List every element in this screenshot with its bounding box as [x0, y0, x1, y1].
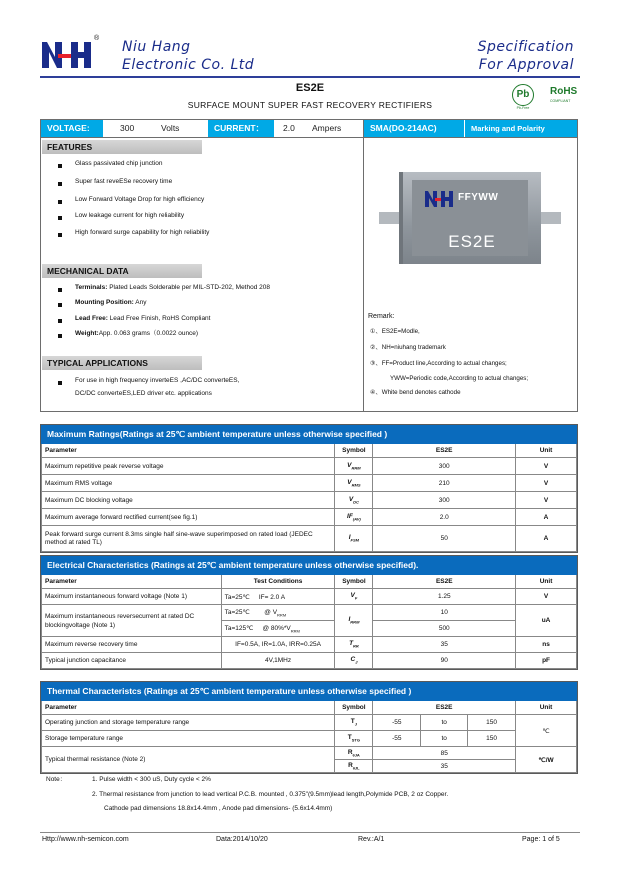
feature-item: High forward surge capability for high reliability: [75, 229, 210, 236]
value-cell: 35: [373, 637, 516, 653]
marking-polarity-label: Marking and Polarity: [465, 120, 577, 137]
column-header: Parameter: [42, 444, 335, 458]
value-min-cell: -55: [373, 715, 421, 731]
value-cell: 1.25: [373, 589, 516, 605]
symbol-cell: $V_{RRM}$: [335, 458, 373, 475]
spec-title-line1: Specification: [477, 39, 574, 55]
unit-cell: ℃/W: [516, 747, 577, 773]
package-lead-right: [541, 212, 561, 224]
bullet-icon: [58, 288, 62, 292]
table-row: [42, 715, 577, 731]
mechanical-item: [75, 314, 210, 323]
condition-cell: 4V,1MHz: [221, 653, 335, 669]
mechanical-item-label: Terminals:: [75, 284, 108, 291]
value-min-cell: -55: [373, 731, 421, 747]
column-header: ES2E: [373, 701, 516, 715]
symbol-cell: $I_{RRM}$: [335, 605, 373, 637]
parameter-cell: Maximum RMS voltage: [42, 475, 335, 492]
unit-cell: V: [516, 492, 577, 509]
note-item: 1. Pulse width < 300 uS, Duty cycle < 2%: [92, 776, 211, 783]
parameter-cell: Storage temperature range: [42, 731, 335, 747]
footer-divider: [40, 832, 580, 833]
table-row: [42, 731, 577, 747]
parameter-cell: Maximum repetitive peak reverse voltage: [42, 458, 335, 475]
table-row: [42, 475, 577, 492]
spec-title-line2: For Approval: [478, 57, 574, 73]
value-cell: 500: [373, 621, 516, 637]
company-name-line1: Niu Hang: [122, 39, 191, 55]
current-unit: Ampers: [312, 120, 360, 137]
package-lead-left: [379, 212, 399, 224]
parameter-cell: Maximum DC blocking voltage: [42, 492, 335, 509]
column-header: Unit: [516, 701, 577, 715]
mechanical-item-label: Weight:: [75, 330, 99, 337]
mechanical-item-label: Mounting Position:: [75, 299, 134, 306]
table-row: [42, 747, 577, 760]
parameter-cell: Maximum reverse recovery time: [42, 637, 222, 653]
value-cell: 300: [373, 492, 516, 509]
trademark-symbol: ®: [94, 35, 100, 42]
unit-cell: V: [516, 458, 577, 475]
column-header: ES2E: [373, 575, 516, 589]
value-cell: 90: [373, 653, 516, 669]
footer-date: Data:2014/10/20: [216, 836, 268, 843]
header-divider: [40, 76, 580, 78]
rohs-label: COMPLIANT: [550, 99, 571, 103]
footer-page: Page: 1 of 5: [522, 836, 560, 843]
remark-item: ④、White bend denotes cathode: [370, 389, 461, 396]
mechanical-item: [75, 329, 198, 338]
unit-cell: ns: [516, 637, 577, 653]
company-name: [122, 38, 254, 74]
remark-item: ②、NH=niuhang trademark: [370, 344, 446, 351]
table-row: [42, 653, 577, 669]
remark-title: Remark:: [368, 313, 395, 320]
parameter-cell: Peak forward surge current 8.3ms single half sine-wave superimposed on rated load (JEDEC method at rated TL): [42, 526, 335, 552]
condition-cell: Ta=25℃ @ $V_{RRM}$: [221, 605, 335, 621]
feature-item: Low Forward Voltage Drop for high efficiency: [75, 196, 205, 203]
package-nh-logo-icon: [424, 190, 454, 208]
parameter-cell: Maximum instantaneous reversecurrent at rated DC blockingvoltage (Note 1): [42, 605, 222, 637]
feature-item: Super fast reveESe recovery time: [75, 178, 173, 185]
feature-item: Low leakage current for high reliability: [75, 212, 185, 219]
table-row: [42, 492, 577, 509]
parameter-cell: Operating junction and storage temperature range: [42, 715, 335, 731]
value-max-cell: 150: [468, 731, 516, 747]
value-cell: 210: [373, 475, 516, 492]
value-cell: 85: [373, 747, 516, 760]
table-row: [42, 589, 577, 605]
unit-cell: pF: [516, 653, 577, 669]
condition-cell: Ta=125℃ @ $80\%*V_{RRM}$: [221, 621, 335, 637]
mechanical-item-text: App. 0.063 grams（0.0022 ounce): [98, 330, 199, 337]
symbol-cell: $T_{RR}$: [335, 637, 373, 653]
max-ratings-table: [40, 424, 578, 553]
value-cell: 10: [373, 605, 516, 621]
condition-cell: Ta=25℃ IF= 2.0 A: [221, 589, 335, 605]
unit-cell: V: [516, 589, 577, 605]
symbol-cell: $IF_{(AV)}$: [335, 509, 373, 526]
table-row: [42, 526, 577, 552]
mechanical-item: [75, 283, 270, 292]
cathode-band: [399, 172, 403, 264]
column-header: Symbol: [335, 575, 373, 589]
bullet-icon: [58, 216, 62, 220]
applications-heading: TYPICAL APPLICATIONS: [42, 356, 202, 370]
spec-title: [478, 38, 574, 74]
value-cell: 50: [373, 526, 516, 552]
voltage-label: VOLTAGE:: [41, 120, 103, 137]
unit-cell: ℃: [516, 715, 577, 747]
parameter-cell: Maximum average forward rectified current(see fig.1): [42, 509, 335, 526]
mechanical-heading: MECHANICAL DATA: [42, 264, 202, 278]
parameter-cell: Maximum instantaneous forward voltage (Note 1): [42, 589, 222, 605]
mechanical-item-text: Lead Free Finish, RoHS Compliant: [107, 315, 211, 322]
symbol-cell: $C_J$: [335, 653, 373, 669]
document-subtitle: SURFACE MOUNT SUPER FAST RECOVERY RECTIFIERS: [187, 100, 433, 110]
column-header: ES2E: [373, 444, 516, 458]
parameter-cell: Typical thermal resistance (Note 2): [42, 747, 335, 773]
applications-line1: For use in high frequency inverteES ,AC/DC converteES,: [75, 377, 240, 384]
feature-item: Glass passivated chip junction: [75, 160, 163, 167]
value-cell: 35: [373, 760, 516, 773]
symbol-cell: $T_{STG}$: [335, 731, 373, 747]
column-header: Symbol: [335, 444, 373, 458]
note-label: Note：: [46, 776, 67, 783]
parameter-cell: Typical junction capacitance: [42, 653, 222, 669]
value-cell: 2.0: [373, 509, 516, 526]
symbol-cell: $V_{DC}$: [335, 492, 373, 509]
unit-cell: A: [516, 526, 577, 552]
bullet-icon: [58, 319, 62, 323]
symbol-cell: $V_{RMS}$: [335, 475, 373, 492]
condition-cell: IF=0.5A, IR=1.0A, IRR=0.25A: [221, 637, 335, 653]
value-max-cell: 150: [468, 715, 516, 731]
electrical-title: Electrical Characteristics (Ratings at 25℃ ambient temperature unless otherwise specified).: [42, 557, 577, 575]
voltage-value: 300: [120, 120, 150, 137]
note-item: 2. Thermal resistance from junction to lead vertical P.C.B. mounted , 0.375"(9.5mm)lead length,Polymide PCB, 2 oz Copper.: [92, 791, 449, 798]
max-ratings-title: Maximum Ratings(Ratings at 25℃ ambient temperature unless otherwise specified ): [42, 426, 577, 444]
package-label: SMA(DO-214AC): [364, 120, 464, 137]
applications-line2: DC/DC converteES,LED driver etc. applications: [75, 390, 212, 397]
value-cell: 300: [373, 458, 516, 475]
remark-item: ③、FF=Product line,According to actual changes;: [370, 360, 507, 367]
current-value: 2.0: [283, 120, 307, 137]
package-part-marking: ES2E: [448, 232, 496, 251]
column-header: Test Conditions: [221, 575, 335, 589]
bullet-icon: [58, 164, 62, 168]
value-to-cell: to: [421, 715, 468, 731]
table-row: [42, 509, 577, 526]
symbol-cell: $R_{\theta JA}$: [335, 747, 373, 760]
footer-revision: Rev.:A/1: [358, 836, 385, 843]
nh-logo: [40, 38, 96, 72]
symbol-cell: $V_F$: [335, 589, 373, 605]
part-number-title: ES2E: [295, 82, 325, 94]
unit-cell: A: [516, 509, 577, 526]
voltage-unit: Volts: [161, 120, 201, 137]
company-name-line2: Electronic Co. Ltd: [122, 57, 255, 73]
table-row: [42, 458, 577, 475]
features-heading: FEATURES: [42, 140, 202, 154]
mechanical-item: [75, 298, 147, 307]
column-header: Parameter: [42, 701, 335, 715]
bullet-icon: [58, 200, 62, 204]
thermal-title: Thermal Characteristcs (Ratings at 25℃ ambient temperature unless otherwise specified ): [42, 683, 577, 701]
thermal-table: [40, 681, 578, 774]
mechanical-item-label: Lead Free:: [75, 315, 108, 322]
mechanical-item-text: Plated Leads Solderable per MIL-STD-202, Method 208: [107, 284, 270, 291]
bullet-icon: [58, 381, 62, 385]
pb-free-label: Pb-Free: [516, 106, 530, 110]
value-to-cell: to: [421, 731, 468, 747]
package-date-code: FFYWW: [458, 192, 499, 203]
bullet-icon: [58, 182, 62, 186]
symbol-cell: $I_{FSM}$: [335, 526, 373, 552]
unit-cell: V: [516, 475, 577, 492]
pb-free-icon: Pb: [512, 84, 534, 106]
summary-vertical-divider: [363, 120, 364, 412]
rohs-icon: RoHS: [550, 86, 578, 97]
table-row: [42, 605, 577, 621]
table-row: [42, 637, 577, 653]
unit-cell: uA: [516, 605, 577, 637]
note-item: Cathode pad dimensions 18.8x14.4mm , Anode pad dimensions- (5.6x14.4mm): [104, 805, 333, 812]
column-header: Parameter: [42, 575, 222, 589]
column-header: Symbol: [335, 701, 373, 715]
bullet-icon: [58, 303, 62, 307]
ratings-bar-divider: [40, 137, 578, 138]
remark-item: ①、ES2E=Modle,: [370, 328, 420, 335]
bullet-icon: [58, 233, 62, 237]
current-label: CURRENT：: [208, 120, 274, 137]
electrical-table: [40, 555, 578, 670]
symbol-cell: $R_{\theta JL}$: [335, 760, 373, 773]
mechanical-item-text: Any: [133, 299, 147, 306]
column-header: Unit: [516, 575, 577, 589]
remark-item: YWW=Periodic code,According to actual changes;: [390, 375, 529, 382]
footer-url[interactable]: Http://www.nh-semicon.com: [42, 836, 129, 843]
column-header: Unit: [516, 444, 577, 458]
symbol-cell: $T_J$: [335, 715, 373, 731]
bullet-icon: [58, 334, 62, 338]
